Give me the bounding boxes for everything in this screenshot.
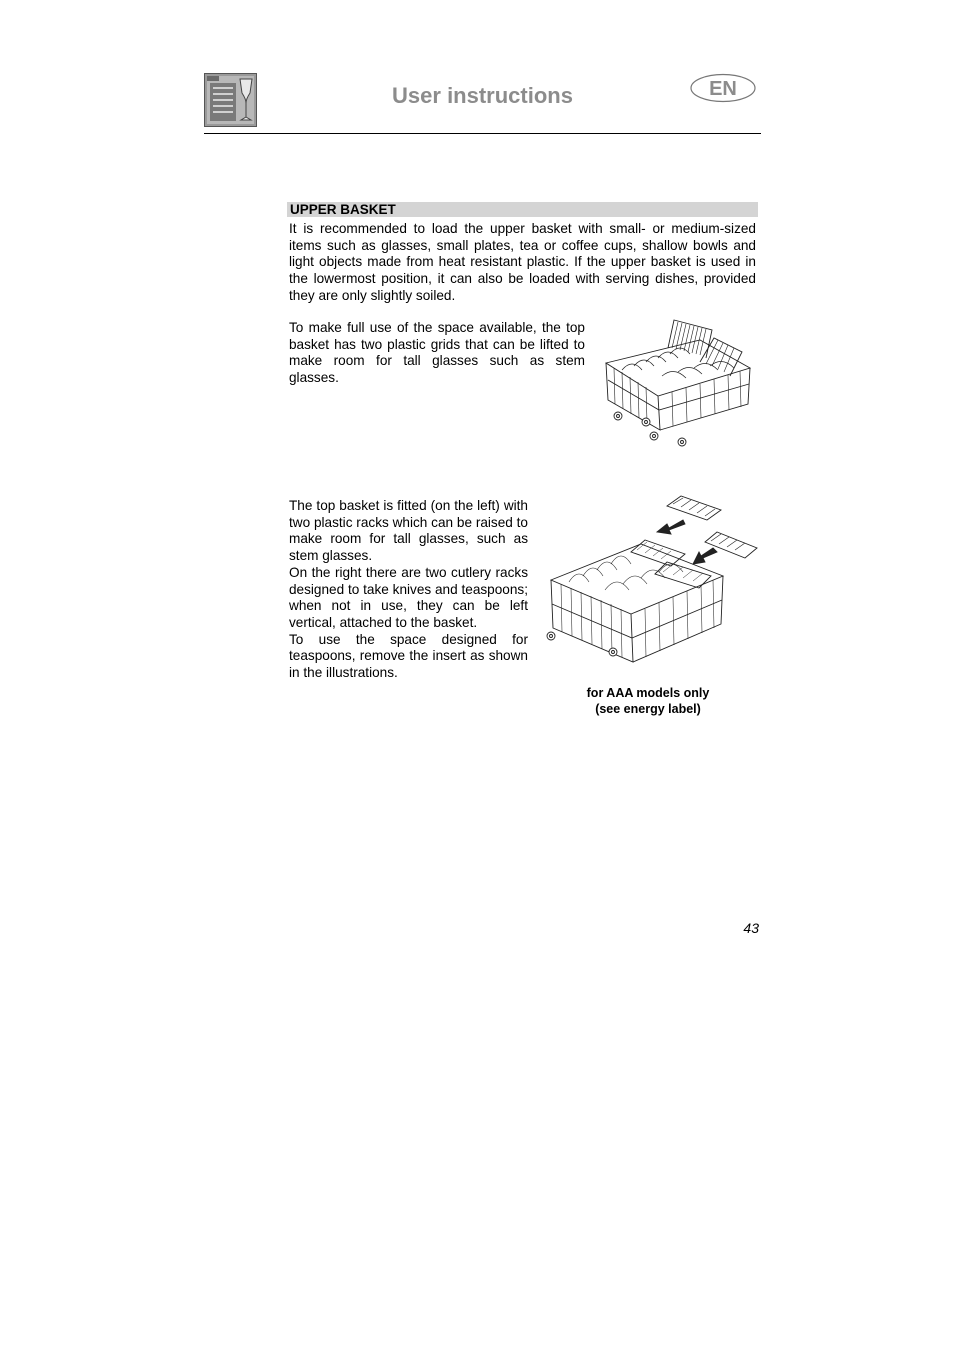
intro-paragraph: It is recommended to load the upper basket with small- or medium-sized items such as glasses, small plates, tea or coffee cups, shallow bowls and light objects made from heat resistant plastic. If the upper basket is used in the lowermost position, it can also be loaded with serving dishes, provided they are only slightly soiled. [289, 221, 756, 303]
racks-paragraph [289, 498, 528, 682]
page-title: User instructions [392, 83, 573, 108]
racks-text-left: The top basket is fitted (on the left) with two plastic racks which can be raised to make room for tall glasses, such as stem glasses. [289, 498, 528, 564]
page-number: 43 [743, 920, 759, 936]
caption-line-energy-label: (see energy label) [595, 701, 701, 716]
grids-paragraph: To make full use of the space available, the top basket has two plastic grids that can be lifted to make room for tall glasses such as stem glasses. [289, 320, 585, 386]
figure-caption [560, 686, 736, 717]
language-badge-label: EN [709, 78, 737, 100]
dishwasher-logo-icon [204, 73, 257, 127]
upper-basket-illustration-icon [602, 318, 754, 452]
section-heading: UPPER BASKET [287, 202, 758, 217]
language-badge [690, 73, 756, 103]
caption-line-models: for AAA models only [586, 686, 710, 700]
racks-text-teaspoons: To use the space designed for teaspoons, remove the insert as shown in the illustrations. [289, 631, 528, 681]
racks-text-right: On the right there are two cutlery racks designed to take knives and teaspoons; when not in use, they can be left vertical, attached to the basket. [289, 564, 528, 630]
header-divider [204, 133, 761, 134]
basket-inserts-illustration-icon [545, 492, 758, 664]
